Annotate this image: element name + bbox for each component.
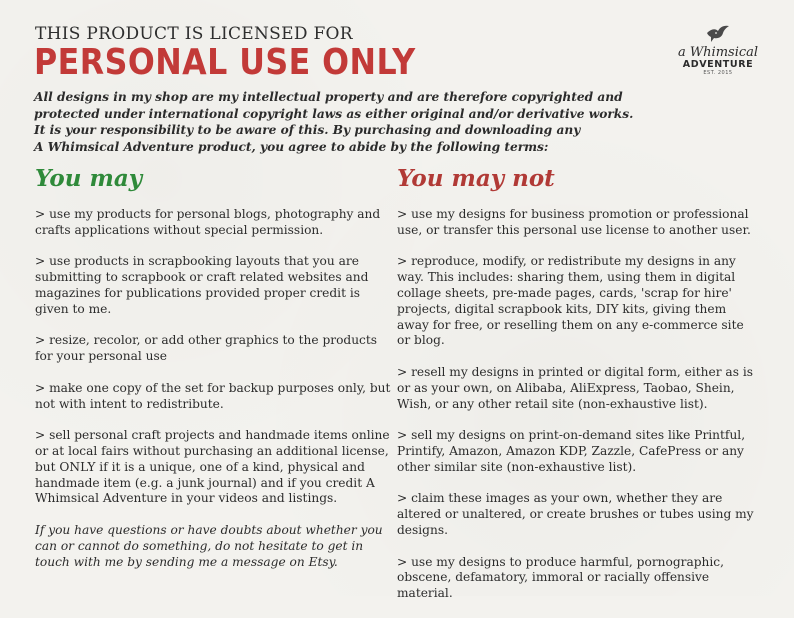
you-may-item: > resize, recolor, or add other graphics to the products for your personal use (35, 333, 378, 364)
page-title: PERSONAL USE ONLY (34, 42, 416, 83)
intro-paragraph (34, 89, 654, 155)
logo-established: EST. 2015 (703, 70, 733, 76)
you-may-not-item: > reproduce, modify, or redistribute my designs in any way. This includes: sharing them, using them in digital collage sheets, pre-made pages, cards, 'scrap for hire' projects, digital scrapbook kits, DIY kits, giving them away for free, or reselling them on any e-commerce site or blog. (397, 254, 744, 348)
intro-line: All designs in my shop are my intellectual property and are therefore copyrighted and (34, 90, 623, 104)
you-may-not-item: > resell my designs in printed or digital form, either as is or as your own, on Alibaba, AliExpress, Taobao, Shein, Wish, or any other retail site (non-exhaustive list). (397, 364, 753, 411)
you-may-not-item: > claim these images as your own, whether they are altered or unaltered, or create brushes or tubes using my designs. (397, 491, 754, 537)
you-may-not-heading: You may not (397, 165, 555, 192)
intro-line: It is your responsibility to be aware of this. By purchasing and downloading any (34, 123, 581, 137)
you-may-not-column (397, 207, 759, 618)
you-may-heading: You may (35, 165, 143, 192)
bird-icon (705, 24, 731, 44)
logo-script-text: a Whimsical (677, 45, 759, 60)
you-may-item: > make one copy of the set for backup purposes only, but not with intent to redistribute. (35, 380, 391, 411)
intro-line: protected under international copyright laws as either original and/or derivative works. (34, 106, 634, 121)
intro-line: A Whimsical Adventure product, you agree to abide by the following terms: (34, 139, 549, 154)
brand-logo (672, 24, 764, 92)
you-may-not-item: > use my designs to produce harmful, pornographic, obscene, defamatory, immoral or racially offensive material. (397, 554, 724, 601)
license-kicker: THIS PRODUCT IS LICENSED FOR (35, 24, 353, 44)
you-may-item: > use products in scrapbooking layouts that you are submitting to scrapbook or craft related websites and magazines for publications provided proper credit is given to me. (35, 254, 369, 316)
you-may-item: > sell personal craft projects and handmade items online or at local fairs without purchasing an additional license, but ONLY if it is a unique, one of a kind, physical and handmade item (e.g. a junk journal) and if you credit A Whimsical Adventure in your videos and listings. (35, 428, 390, 506)
logo-wordmark: ADVENTURE (682, 59, 754, 70)
you-may-item: > use my products for personal blogs, photography and crafts applications without special permission. (35, 207, 381, 237)
you-may-not-item: > use my designs for business promotion or professional use, or transfer this personal use license to another user. (397, 207, 751, 237)
contact-note: If you have questions or have doubts about whether you can or cannot do something, do not hesitate to get in touch with me by sending me a message on Etsy. (35, 522, 383, 569)
you-may-not-item: > sell my designs on print-on-demand sites like Printful, Printify, Amazon, Amazon KDP, Zazzle, CafePress or any other similar site (non-exhaustive list). (397, 428, 746, 474)
you-may-column (35, 207, 393, 586)
